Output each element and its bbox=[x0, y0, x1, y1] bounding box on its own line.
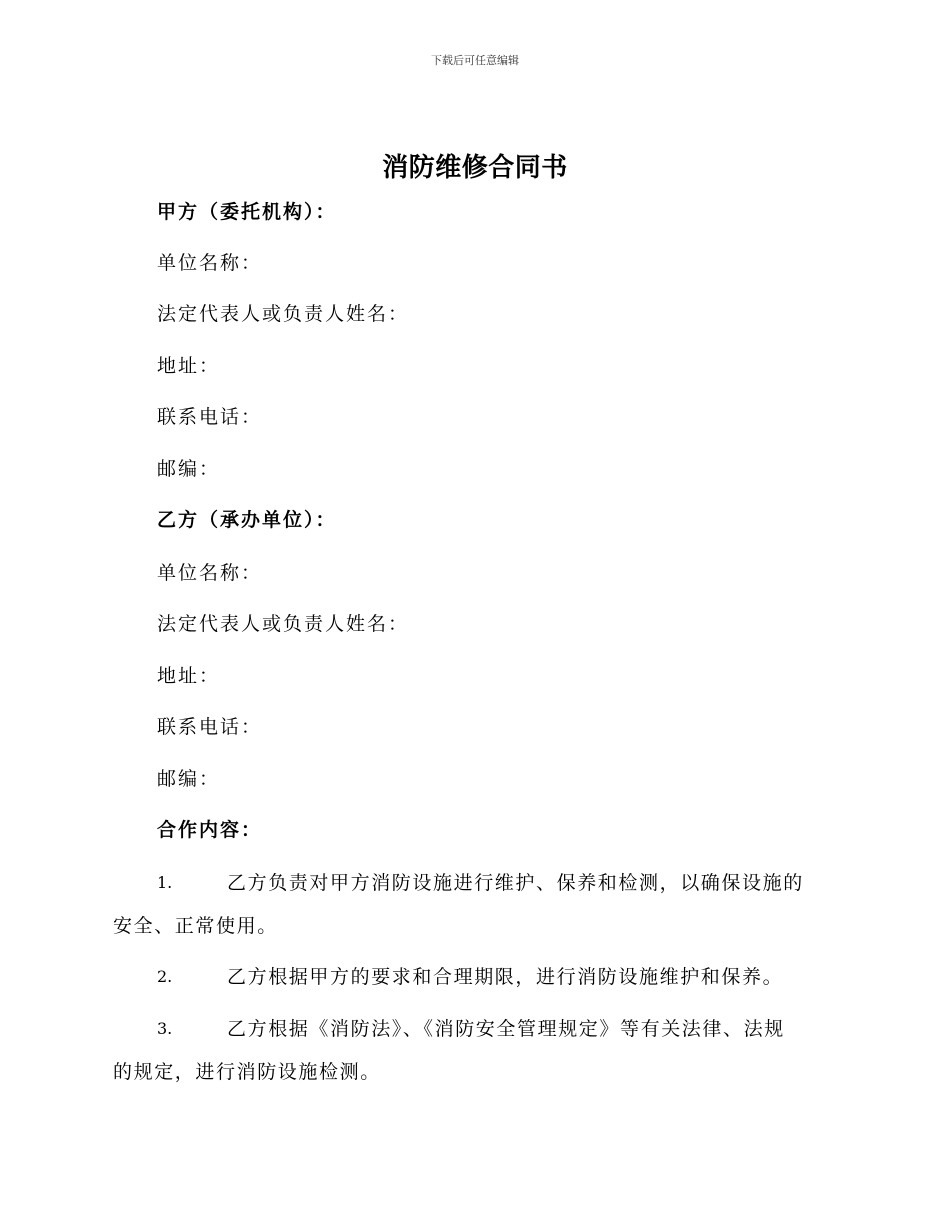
document-title: 消防维修合同书 bbox=[382, 153, 568, 183]
content-item-3 bbox=[113, 1017, 833, 1084]
party-a-heading: 甲方（委托机构）： bbox=[157, 201, 337, 223]
party-b-representative-label: 法定代表人或负责人姓名： bbox=[157, 613, 410, 635]
item-number: 3. bbox=[157, 1019, 173, 1038]
item-text-line2: 安全、正常使用。 bbox=[113, 915, 278, 937]
party-a-phone-label: 联系电话： bbox=[157, 406, 263, 428]
party-b-address-label: 地址： bbox=[157, 665, 221, 687]
party-a-postcode-label: 邮编： bbox=[157, 458, 221, 480]
item-text-line1: 乙方负责对甲方消防设施进行维护、保养和检测，以确保设施的 bbox=[227, 872, 804, 894]
content-heading: 合作内容： bbox=[157, 819, 263, 841]
item-number: 1. bbox=[157, 873, 173, 892]
item-text-line1: 乙方根据甲方的要求和合理期限，进行消防设施维护和保养。 bbox=[227, 966, 784, 988]
item-text-line1: 乙方根据《消防法》、《消防安全管理规定》等有关法律、法规 bbox=[227, 1018, 785, 1040]
item-number: 2. bbox=[157, 967, 173, 986]
content-item-2 bbox=[113, 965, 833, 989]
party-b-postcode-label: 邮编： bbox=[157, 768, 221, 790]
party-a-address-label: 地址： bbox=[157, 355, 221, 377]
party-b-unit-name-label: 单位名称： bbox=[157, 562, 263, 584]
party-b-phone-label: 联系电话： bbox=[157, 716, 263, 738]
party-a-unit-name-label: 单位名称： bbox=[157, 252, 263, 274]
party-b-heading: 乙方（承办单位）： bbox=[157, 509, 337, 531]
item-text-line2: 的规定，进行消防设施检测。 bbox=[113, 1061, 381, 1083]
party-a-representative-label: 法定代表人或负责人姓名： bbox=[157, 303, 410, 325]
header-note: 下载后可任意编辑 bbox=[431, 54, 519, 67]
content-item-1 bbox=[113, 871, 833, 938]
